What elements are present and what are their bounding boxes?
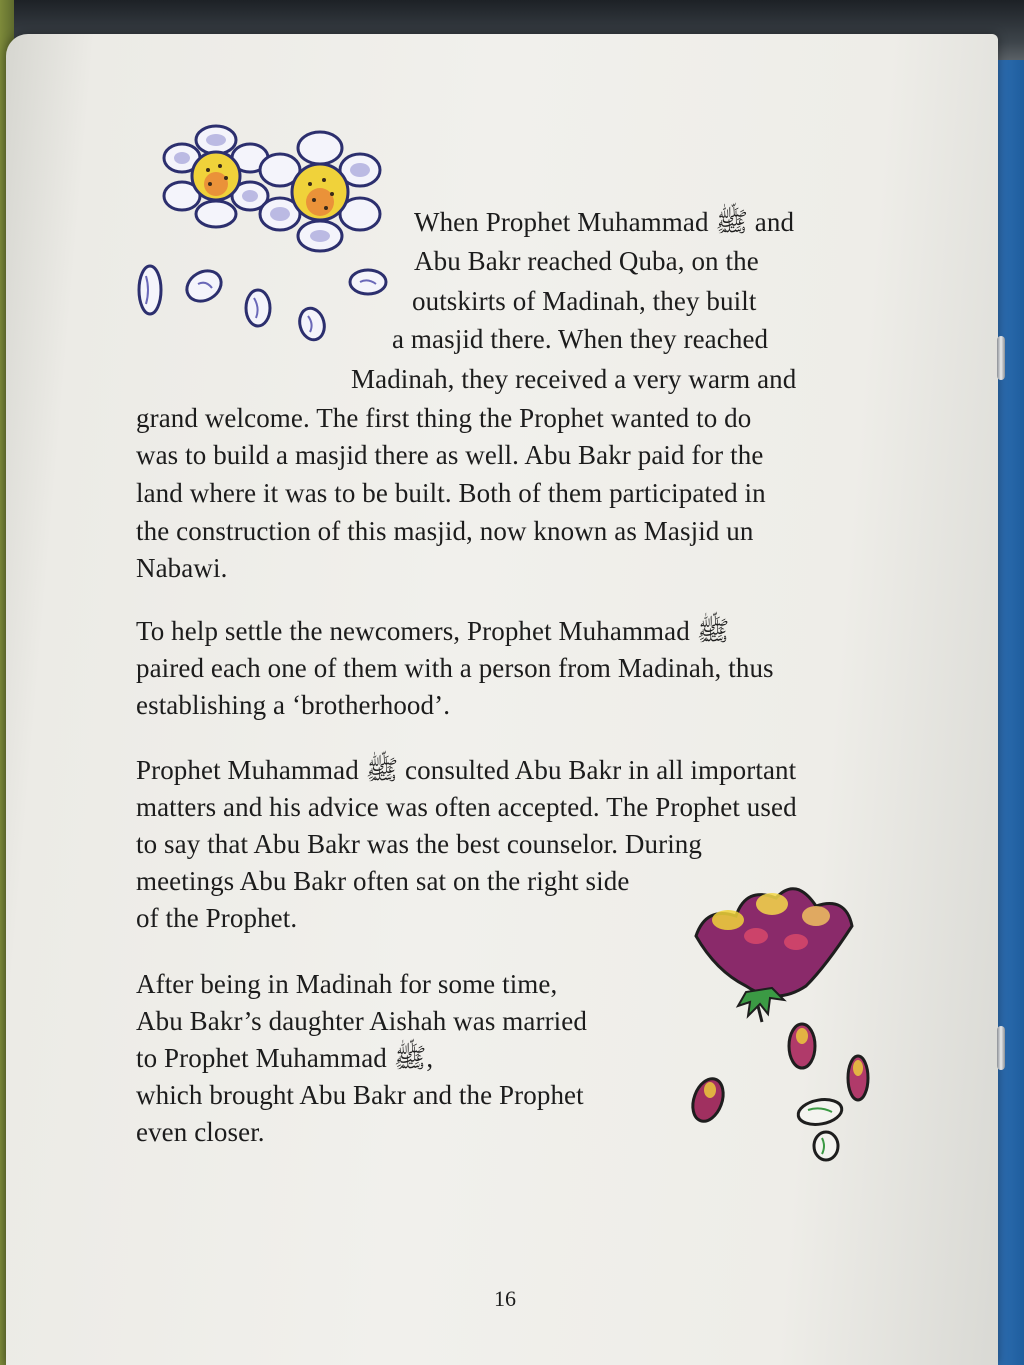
paragraph-2	[136, 613, 774, 724]
paragraph-3	[136, 752, 797, 937]
text-line: even closer.	[136, 1117, 265, 1147]
text-line: establishing a ‘brotherhood’.	[136, 690, 451, 720]
text-line: to say that Abu Bakr was the best counselor. During	[136, 829, 703, 859]
text-line: matters and his advice was often accepted. The Prophet used	[136, 792, 797, 822]
staple-bottom	[997, 1026, 1005, 1070]
text-line: To help settle the newcomers, Prophet Muhammad ﷺ	[136, 616, 730, 646]
text-line: Madinah, they received a very warm and	[351, 364, 797, 394]
text-line: to Prophet Muhammad ﷺ,	[136, 1043, 434, 1073]
text-line: paired each one of them with a person from Madinah, thus	[136, 653, 774, 683]
text-line: Nabawi.	[136, 553, 228, 583]
text-line: Abu Bakr reached Quba, on the	[414, 246, 759, 276]
text-line: the construction of this masjid, now known as Masjid un	[136, 516, 754, 546]
staple-top	[997, 336, 1005, 380]
blue-white-flowers-illustration	[128, 118, 388, 358]
paragraph-4	[136, 966, 587, 1151]
text-line: land where it was to be built. Both of them participated in	[136, 478, 766, 508]
text-line: When Prophet Muhammad ﷺ and	[414, 207, 795, 237]
text-line: which brought Abu Bakr and the Prophet	[136, 1080, 584, 1110]
text-line: meetings Abu Bakr often sat on the right side	[136, 866, 630, 896]
text-line: Prophet Muhammad ﷺ consulted Abu Bakr in all important	[136, 755, 797, 785]
text-line: grand welcome. The first thing the Prophet wanted to do	[136, 403, 752, 433]
text-line: of the Prophet.	[136, 903, 298, 933]
text-line: was to build a masjid there as well. Abu Bakr paid for the	[136, 440, 764, 470]
text-line: After being in Madinah for some time,	[136, 969, 558, 999]
text-line: outskirts of Madinah, they built	[412, 286, 757, 316]
text-line: Abu Bakr’s daughter Aishah was married	[136, 1006, 587, 1036]
text-line: a masjid there. When they reached	[392, 324, 769, 354]
page-number: 16	[494, 1286, 516, 1311]
